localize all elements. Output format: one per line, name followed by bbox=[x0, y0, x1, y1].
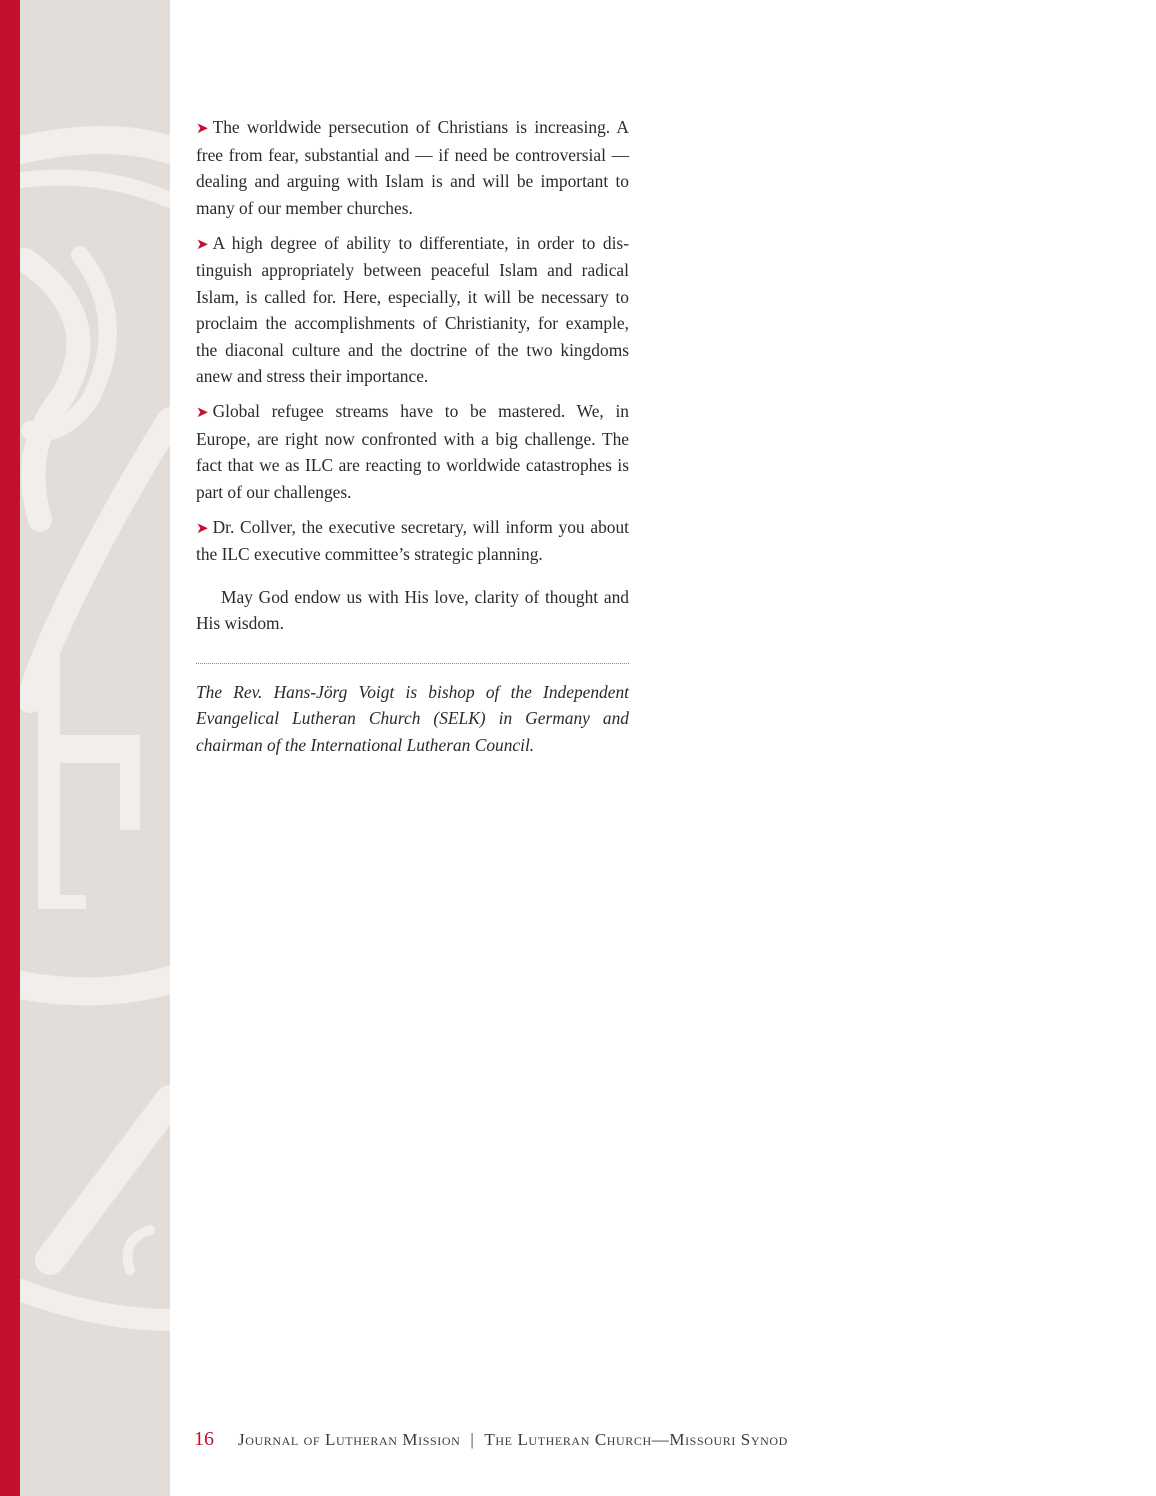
author-bio: The Rev. Hans-Jörg Voigt is bishop of the Independent Evangelical Lutheran Church (SELK) in Germany and chairman of the International Lutheran Council. bbox=[196, 681, 629, 755]
page-footer bbox=[194, 1428, 788, 1456]
red-accent-bar bbox=[0, 0, 20, 1496]
bullet-point bbox=[196, 114, 629, 221]
decorative-side-panel bbox=[20, 0, 170, 1496]
article-body bbox=[196, 114, 629, 758]
bullet-text: The worldwide persecution of Christians is increasing. A free from fear, substantial and — if need be controversial — dealing and arguing with Islam is and will be important to many of our member churches. bbox=[196, 117, 629, 218]
bullet-point bbox=[196, 398, 629, 505]
red-arrow-icon: ➤ bbox=[196, 403, 209, 421]
red-arrow-icon: ➤ bbox=[196, 119, 209, 137]
journal-name: Journal of Lutheran Mission bbox=[238, 1430, 461, 1449]
page-number: 16 bbox=[194, 1428, 214, 1450]
church-name: The Lutheran Church—Missouri Synod bbox=[484, 1430, 788, 1449]
lcms-watermark bbox=[20, 0, 170, 1496]
bullet-point bbox=[196, 230, 629, 390]
bullet-text: Dr. Collver, the executive secretary, will inform you about the ILC executive committee’s strategic planning. bbox=[196, 516, 629, 564]
dotted-divider bbox=[196, 663, 629, 664]
bullet-text: A high degree of ability to differentiate, in order to distinguish appropriately between peaceful Islam and radical Islam, is called for. Here, especially, it will be necessary to proclaim the accomplishments of Christianity, for example, the diaconal culture and the doctrine of the two kingdoms anew and stress their importance. bbox=[196, 232, 629, 386]
red-arrow-icon: ➤ bbox=[196, 518, 209, 537]
closing-paragraph: May God endow us with His love, clarity of thought and His wisdom. bbox=[196, 586, 629, 633]
bullet-text: Global refugee streams have to be mastered. We, in Europe, are right now confronted with a big challenge. The fact that we as ILC are reacting to worldwide catastrophes is part of our challenges. bbox=[196, 401, 629, 502]
footer-separator: | bbox=[470, 1430, 475, 1449]
red-arrow-icon: ➤ bbox=[196, 234, 209, 253]
bullet-point bbox=[196, 514, 629, 568]
